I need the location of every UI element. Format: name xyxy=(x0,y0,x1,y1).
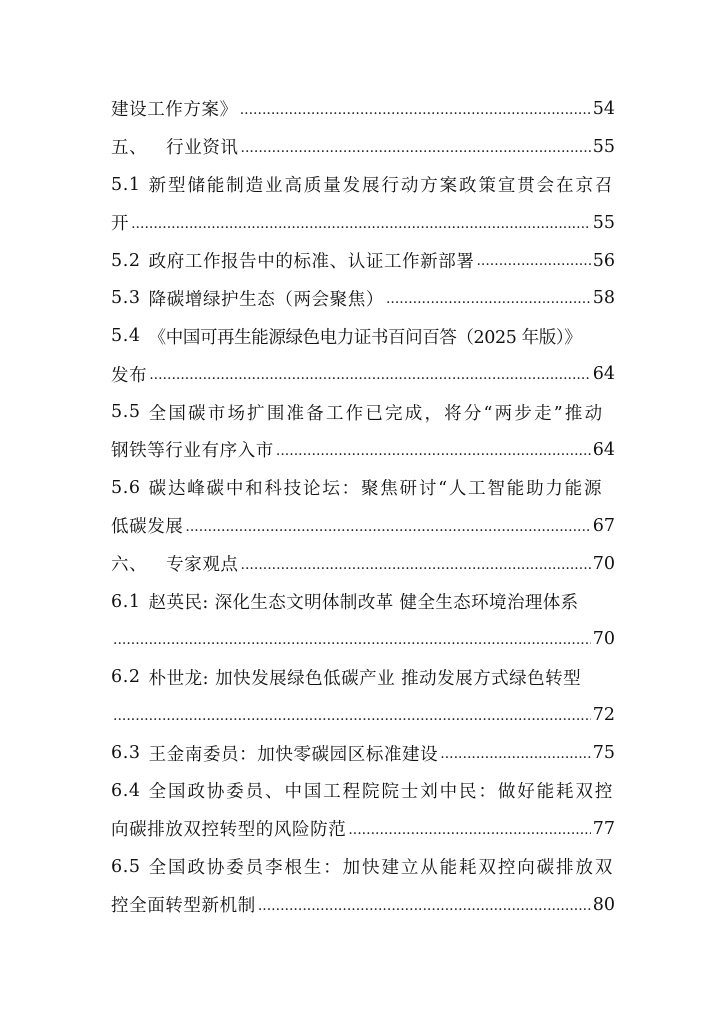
toc-line[interactable] xyxy=(111,658,615,696)
toc-section-number: 6.1 xyxy=(111,591,141,612)
toc-leader-dots xyxy=(131,216,591,242)
toc-page-number: 67 xyxy=(592,515,615,536)
toc-page-number: 70 xyxy=(592,629,615,650)
toc-entry-title: 王金南委员：加快零碳园区标准建设 xyxy=(148,744,439,765)
toc-entry-title: 低碳发展 xyxy=(111,517,184,538)
toc-leader-dots xyxy=(241,557,591,583)
toc-line[interactable] xyxy=(111,279,615,317)
toc-section-number: 5.3 xyxy=(111,288,141,309)
toc-page-number: 80 xyxy=(592,894,615,915)
toc-entry-title: 朴世龙: 加快发展绿色低碳产业 推动发展方式绿色转型 xyxy=(148,668,582,689)
toc-page-number: 64 xyxy=(592,364,615,385)
toc-entry-title: 向碳排放双控转型的风险防范 xyxy=(111,820,347,841)
toc-line[interactable] xyxy=(111,469,615,507)
toc-entry-title: 建设工作方案》 xyxy=(111,100,238,121)
toc-line[interactable] xyxy=(111,431,615,469)
toc-leader-dots xyxy=(386,291,591,317)
toc-entry-title: 新型储能制造业高质量发展行动方案政策宣贯会在京召 xyxy=(148,176,615,197)
toc-section-number: 6.5 xyxy=(111,856,141,877)
toc-line[interactable] xyxy=(111,128,615,166)
toc-entry-title: 钢铁等行业有序入市 xyxy=(111,441,274,462)
toc-page-number: 55 xyxy=(592,212,615,233)
toc-line[interactable] xyxy=(111,848,615,886)
toc-leader-dots xyxy=(113,708,591,734)
toc-section-number: 6.3 xyxy=(111,743,141,764)
toc-page-number: 56 xyxy=(592,250,615,271)
toc-entry-title: 《中国可再生能源绿色电力证书百问百答（2025 年版）》 xyxy=(148,327,582,348)
toc-entry-title: 降碳增绿护生态（两会聚焦） xyxy=(148,289,384,310)
toc-line[interactable] xyxy=(111,507,615,545)
toc-line[interactable] xyxy=(111,772,615,810)
toc-line[interactable] xyxy=(111,810,615,848)
toc-leader-dots xyxy=(240,102,591,128)
toc-line[interactable] xyxy=(111,886,615,924)
toc-section-number: 五、 xyxy=(111,138,148,159)
toc-section-number: 6.2 xyxy=(111,667,141,688)
toc-line[interactable] xyxy=(111,620,615,658)
toc-line[interactable] xyxy=(111,545,615,583)
toc-leader-dots xyxy=(149,367,591,393)
toc-entry-title: 发布 xyxy=(111,365,148,386)
toc-line[interactable] xyxy=(111,242,615,280)
toc-section-number: 5.1 xyxy=(111,174,141,195)
toc-entry-title: 全国政协委员、中国工程院院士刘中民：做好能耗双控 xyxy=(148,782,615,803)
toc-page-number: 70 xyxy=(592,553,615,574)
toc-section-number: 6.4 xyxy=(111,780,141,801)
toc-section-number: 六、 xyxy=(111,555,148,576)
toc-line[interactable] xyxy=(111,734,615,772)
toc-entry-title: 开 xyxy=(111,214,130,235)
toc-section-number: 5.2 xyxy=(111,250,141,271)
toc-entry-title: 政府工作报告中的标准、认证工作新部署 xyxy=(148,252,475,272)
toc-page-number: 77 xyxy=(592,818,615,839)
toc-page-number: 54 xyxy=(592,98,615,119)
toc-page-number: 55 xyxy=(592,136,615,157)
toc-line[interactable] xyxy=(111,204,615,242)
toc-entry-title: 全国碳市场扩围准备工作已完成，将分“两步走”推动 xyxy=(148,403,605,424)
toc-leader-dots xyxy=(348,822,590,848)
toc-leader-dots xyxy=(241,140,591,166)
toc-entry-title: 专家观点 xyxy=(166,555,239,576)
toc-leader-dots xyxy=(185,519,590,545)
toc-page-number: 58 xyxy=(592,288,615,309)
toc-section-number: 5.4 xyxy=(111,326,141,347)
toc-leader-dots xyxy=(276,443,591,469)
toc-entry-title: 全国政协委员李根生：加快建立从能耗双控向碳排放双 xyxy=(148,858,615,879)
toc-line[interactable] xyxy=(111,583,615,621)
toc-page-number: 75 xyxy=(592,743,615,764)
toc-line[interactable] xyxy=(111,696,615,734)
toc-entry-title: 行业资讯 xyxy=(166,138,239,159)
toc-line[interactable] xyxy=(111,90,615,128)
toc-entry-title: 赵英民: 深化生态文明体制改革 健全生态环境治理体系 xyxy=(148,593,579,614)
toc-entry-title: 控全面转型新机制 xyxy=(111,896,256,917)
toc-line[interactable] xyxy=(111,166,615,204)
toc-section-number: 5.6 xyxy=(111,477,141,498)
toc-entry-title: 碳达峰碳中和科技论坛：聚焦研讨“人工智能助力能源 xyxy=(148,479,604,500)
table-of-contents xyxy=(111,90,615,924)
toc-line[interactable] xyxy=(111,393,615,431)
toc-line[interactable] xyxy=(111,317,615,355)
toc-section-number: 5.5 xyxy=(111,402,141,423)
toc-leader-dots xyxy=(258,898,591,924)
toc-leader-dots xyxy=(476,253,590,279)
toc-leader-dots xyxy=(113,632,591,658)
toc-page-number: 64 xyxy=(592,439,615,460)
toc-line[interactable] xyxy=(111,355,615,393)
toc-page-number: 72 xyxy=(592,705,615,726)
toc-leader-dots xyxy=(440,746,590,772)
